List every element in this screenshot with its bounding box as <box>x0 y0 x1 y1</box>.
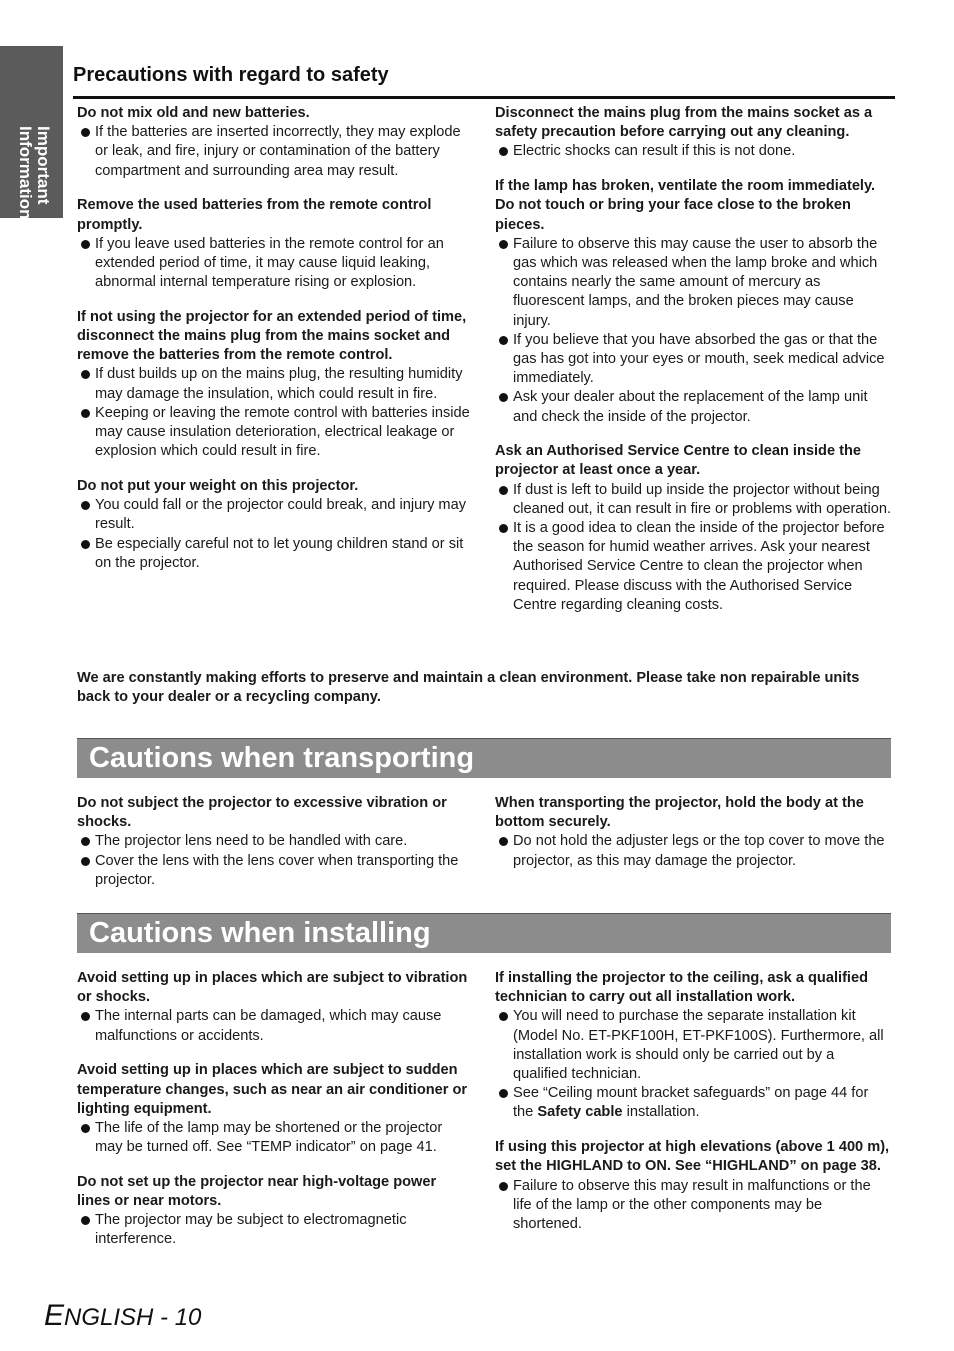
bullet-text-before: See “Ceiling mount bracket safeguards” on page 44 for the <box>513 1085 869 1121</box>
bullet-dot-icon <box>81 409 90 418</box>
page-heading: Precautions with regard to safety <box>73 64 389 86</box>
bullet-dot-icon <box>81 240 90 249</box>
bullet-text: You will need to purchase the separate installation kit (Model No. ET-PKF100H, ET-PKF100S). Furthermore, all installation work is should only be carried out by a qualified technician. <box>513 1008 884 1083</box>
bullet-text: It is a good idea to clean the inside of the projector before the season for humid weather arrives. Ask your nearest Authorised Service Centre to clean the projector when required. Please discuss with the Authorised Service Centre regarding cleaning costs. <box>513 520 885 613</box>
bullet-item <box>495 519 891 615</box>
transport-right-column <box>495 794 891 886</box>
bullet-item <box>77 852 473 890</box>
bullet-list <box>495 1177 891 1235</box>
bullet-text: Cover the lens with the lens cover when transporting the projector. <box>95 852 459 888</box>
transport-left-column <box>77 794 473 906</box>
bullet-dot-icon <box>499 1012 508 1021</box>
precaution-block <box>77 1061 473 1157</box>
bullet-dot-icon <box>499 524 508 533</box>
bullet-list <box>77 123 473 181</box>
bullet-item <box>495 1084 891 1122</box>
bullet-dot-icon <box>81 837 90 846</box>
precaution-block <box>77 308 473 462</box>
bullet-text: The internal parts can be damaged, which may cause malfunctions or accidents. <box>95 1008 442 1044</box>
bullet-dot-icon <box>81 1124 90 1133</box>
bullet-item <box>77 404 473 462</box>
bullet-item <box>495 331 891 389</box>
bullet-dot-icon <box>499 147 508 156</box>
precaution-block <box>77 196 473 292</box>
precaution-title: If not using the projector for an extended period of time, disconnect the mains plug from the mains socket and remove the batteries from the remote control. <box>77 308 467 364</box>
bullet-item <box>77 123 473 181</box>
bullet-dot-icon <box>499 240 508 249</box>
bullet-dot-icon <box>499 837 508 846</box>
bullet-list <box>77 1007 473 1045</box>
bullet-dot-icon <box>81 540 90 549</box>
bullet-text: Failure to observe this may result in malfunctions or the life of the lamp or the other components may be shortened. <box>513 1177 871 1232</box>
precaution-title: If the lamp has broken, ventilate the room immediately. Do not touch or bring your face close to the broken pieces. <box>495 178 876 233</box>
bullet-dot-icon <box>499 1182 508 1191</box>
bullet-dot-icon <box>81 1216 90 1225</box>
bullet-item <box>495 388 891 426</box>
bullet-text: Be especially careful not to let young children stand or sit on the projector. <box>95 535 464 571</box>
bullet-list <box>495 235 891 427</box>
install-left-column <box>77 969 473 1265</box>
bullet-text-after: installation. <box>622 1104 700 1121</box>
precaution-block <box>495 442 891 615</box>
bullet-dot-icon <box>499 336 508 345</box>
bullet-dot-icon <box>499 486 508 495</box>
environment-notice: We are constantly making efforts to preserve and maintain a clean environment. Please take non repairable units back to your dealer or a recycling company. <box>77 670 860 706</box>
bullet-item <box>77 496 473 534</box>
bullet-text: Keeping or leaving the remote control with batteries inside may cause insulation deterioration, electrical leakage or explosion which could result in fire. <box>95 404 470 460</box>
precaution-title: When transporting the projector, hold the body at the bottom securely. <box>495 795 864 831</box>
transport-heading: Cautions when transporting <box>89 742 475 774</box>
precaution-title: Do not put your weight on this projector. <box>77 477 359 494</box>
bullet-item <box>495 1177 891 1235</box>
bullet-dot-icon <box>499 393 508 402</box>
bullet-text: Failure to observe this may cause the user to absorb the gas which was released when the lamp broke and which contains nearly the same amount of mercury as fluorescent lamps, and the broken pieces may cause injury. <box>513 235 878 329</box>
bullet-item <box>495 832 891 870</box>
bullet-list <box>495 1007 891 1122</box>
section-side-tab <box>0 46 63 218</box>
bullet-item <box>495 1007 891 1084</box>
precaution-title: Do not set up the projector near high-voltage power lines or near motors. <box>77 1173 437 1210</box>
bullet-dot-icon <box>499 1089 508 1098</box>
precaution-block <box>495 177 891 427</box>
bullet-text: You could fall or the projector could break, and injury may result. <box>95 497 466 533</box>
precaution-title: Disconnect the mains plug from the mains socket as a safety precaution before carrying out any cleaning. <box>495 105 873 141</box>
install-heading: Cautions when installing <box>89 917 431 949</box>
bullet-text: The projector may be subject to electromagnetic interference. <box>95 1212 407 1248</box>
precaution-block <box>495 1138 891 1234</box>
bullet-text: The projector lens need to be handled with care. <box>95 833 408 850</box>
bullet-dot-icon <box>81 128 90 137</box>
bullet-dot-icon <box>81 857 90 866</box>
bullet-dot-icon <box>81 501 90 510</box>
bullet-text: If you leave used batteries in the remote control for an extended period of time, it may cause liquid leaking, abnormal internal temperature rising or explosion. <box>95 235 444 291</box>
install-right-column <box>495 969 891 1250</box>
side-tab-label <box>16 126 52 286</box>
bullet-item <box>495 235 891 331</box>
page-footer <box>44 1299 201 1333</box>
bullet-item <box>495 142 891 161</box>
transport-heading-bar <box>77 738 891 778</box>
precaution-title: Do not mix old and new batteries. <box>77 105 310 121</box>
bullet-list <box>77 496 473 573</box>
bullet-dot-icon <box>81 1012 90 1021</box>
precaution-title: Remove the used batteries from the remote control promptly. <box>77 197 432 233</box>
precaution-block <box>77 104 473 181</box>
precaution-title: Avoid setting up in places which are subject to vibration or shocks. <box>77 970 468 1006</box>
precaution-block <box>77 969 473 1046</box>
bullet-text: If dust builds up on the mains plug, the resulting humidity may damage the insulation, which could result in fire. <box>95 366 463 402</box>
bullet-text-bold: Safety cable <box>537 1104 623 1121</box>
bullet-text: Ask your dealer about the replacement of the lamp unit and check the inside of the projector. <box>513 389 868 425</box>
bullet-item <box>77 365 473 403</box>
precaution-block <box>495 969 891 1123</box>
footer-rest: NGLISH - 10 <box>64 1304 202 1331</box>
bullet-list <box>77 365 473 461</box>
bullet-text: If the batteries are inserted incorrectly, they may explode or leak, and fire, injury or contamination of the battery compartment and surrounding area may result. <box>95 124 461 179</box>
precaution-title: If installing the projector to the ceiling, ask a qualified technician to carry out all installation work. <box>495 970 869 1006</box>
bullet-dot-icon <box>81 370 90 379</box>
precaution-block <box>495 104 891 162</box>
side-tab-line-2: Information <box>16 126 35 220</box>
bullet-item <box>77 832 473 851</box>
bullet-list <box>77 1211 473 1249</box>
precaution-block <box>77 794 473 890</box>
precaution-title: If using this projector at high elevations (above 1 400 m), set the HIGHLAND to ON. See “HIGHLAND” on page 38. <box>495 1139 890 1175</box>
precaution-block <box>495 794 891 871</box>
bullet-item <box>77 1119 473 1157</box>
safety-left-column <box>77 104 473 588</box>
precaution-title: Do not subject the projector to excessive vibration or shocks. <box>77 795 447 831</box>
footer-cap: E <box>44 1299 65 1332</box>
side-tab-line-1: Important <box>34 126 53 205</box>
bullet-list <box>495 832 891 870</box>
heading-rule <box>73 96 895 99</box>
bullet-list <box>77 1119 473 1157</box>
precaution-block <box>77 1173 473 1250</box>
precaution-title: Avoid setting up in places which are subject to sudden temperature changes, such as near an air conditioner or lighting equipment. <box>77 1062 468 1117</box>
bullet-item <box>77 535 473 573</box>
bullet-item <box>495 481 891 519</box>
bullet-item <box>77 1007 473 1045</box>
bullet-text: Electric shocks can result if this is not done. <box>513 143 796 160</box>
bullet-list <box>77 832 473 890</box>
bullet-item <box>77 1211 473 1249</box>
precaution-block <box>77 477 473 573</box>
bullet-text: The life of the lamp may be shortened or the projector may be turned off. See “TEMP indicator” on page 41. <box>95 1119 443 1156</box>
bullet-text: Do not hold the adjuster legs or the top cover to move the projector, as this may damage the projector. <box>513 833 885 869</box>
bullet-list <box>495 481 891 615</box>
install-heading-bar <box>77 913 891 953</box>
bullet-list <box>495 142 891 161</box>
bullet-text: If you believe that you have absorbed the gas or that the gas has got into your eyes or mouth, seek medical advice immediately. <box>513 331 885 387</box>
bullet-text: If dust is left to build up inside the projector without being cleaned out, it can result in fire or problems with operation. <box>513 481 892 517</box>
precaution-title: Ask an Authorised Service Centre to clean inside the projector at least once a year. <box>495 443 862 479</box>
safety-right-column <box>495 104 891 631</box>
bullet-item <box>77 235 473 293</box>
bullet-list <box>77 235 473 293</box>
